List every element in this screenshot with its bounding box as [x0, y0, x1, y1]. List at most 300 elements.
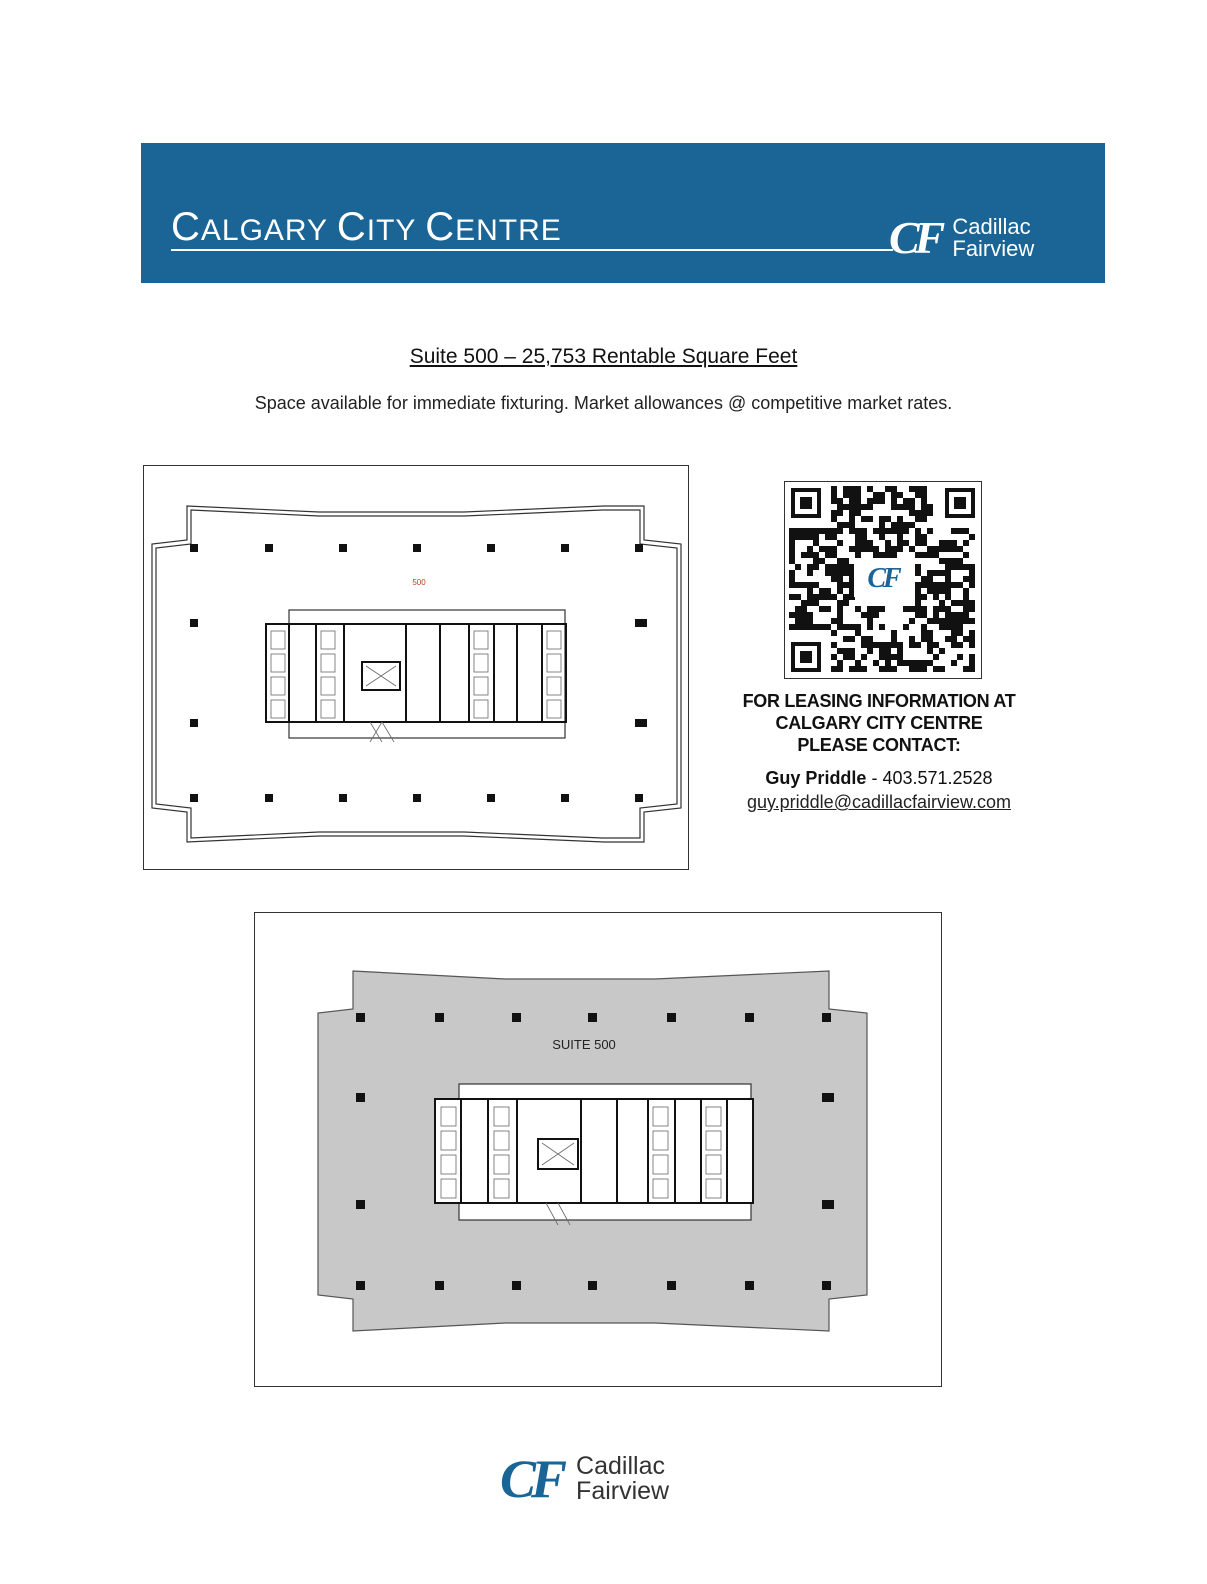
title-underline: [171, 249, 893, 251]
qr-module: [921, 636, 927, 642]
qr-module: [831, 654, 837, 660]
qr-module: [849, 522, 855, 528]
qr-module: [921, 492, 927, 498]
qr-module: [855, 492, 861, 498]
qr-module: [885, 642, 891, 648]
qr-module: [945, 558, 951, 564]
qr-module: [891, 654, 897, 660]
qr-module: [945, 570, 951, 576]
qr-module: [831, 576, 837, 582]
qr-module: [855, 540, 861, 546]
qr-module: [825, 564, 831, 570]
qr-module: [825, 546, 831, 552]
qr-module: [885, 666, 891, 672]
qr-module: [855, 624, 861, 630]
qr-module: [957, 558, 963, 564]
qr-module: [789, 594, 795, 600]
qr-module: [795, 564, 801, 570]
qr-module: [915, 492, 921, 498]
qr-module: [963, 600, 969, 606]
qr-module: [789, 540, 795, 546]
qr-module: [873, 498, 879, 504]
qr-module: [921, 498, 927, 504]
qr-module: [807, 594, 813, 600]
qr-module: [813, 600, 819, 606]
qr-module: [909, 666, 915, 672]
qr-module: [969, 666, 975, 672]
qr-module: [891, 504, 897, 510]
qr-module: [789, 552, 795, 558]
qr-module: [837, 564, 843, 570]
contact-email-link[interactable]: guy.priddle@cadillacfairview.com: [746, 792, 1012, 812]
qr-module: [879, 522, 885, 528]
qr-module: [903, 498, 909, 504]
qr-module: [861, 642, 867, 648]
qr-module: [885, 528, 891, 534]
qr-module: [873, 552, 879, 558]
qr-module: [831, 666, 837, 672]
qr-module: [849, 666, 855, 672]
qr-module: [939, 582, 945, 588]
qr-module: [837, 570, 843, 576]
qr-module: [795, 606, 801, 612]
qr-module: [831, 510, 837, 516]
qr-module: [849, 492, 855, 498]
qr-module: [873, 492, 879, 498]
qr-module: [915, 594, 921, 600]
qr-module: [879, 552, 885, 558]
qr-module: [963, 612, 969, 618]
qr-module: [831, 528, 837, 534]
qr-module: [927, 552, 933, 558]
qr-module: [795, 534, 801, 540]
qr-module: [897, 492, 903, 498]
qr-module: [825, 606, 831, 612]
qr-module: [795, 528, 801, 534]
qr-module: [843, 522, 849, 528]
qr-module: [849, 648, 855, 654]
qr-module: [831, 594, 837, 600]
qr-module: [885, 552, 891, 558]
qr-module: [801, 552, 807, 558]
qr-module: [939, 606, 945, 612]
qr-module: [915, 642, 921, 648]
qr-module: [819, 528, 825, 534]
qr-module: [837, 624, 843, 630]
qr-module: [867, 516, 873, 522]
logo-wordmark: [952, 213, 1035, 261]
qr-module: [969, 642, 975, 648]
qr-module: [813, 594, 819, 600]
footer-logo-wordmark: [576, 1454, 669, 1504]
qr-module: [927, 618, 933, 624]
qr-module: [921, 660, 927, 666]
core: [266, 624, 566, 722]
qr-module: [885, 654, 891, 660]
qr-module: [849, 486, 855, 492]
qr-module: [921, 504, 927, 510]
qr-module: [831, 492, 837, 498]
qr-module: [789, 558, 795, 564]
logo-word-1: Cadillac: [952, 213, 1031, 239]
logo-word-2: Fairview: [952, 235, 1035, 261]
qr-module: [909, 642, 915, 648]
qr-module: [807, 546, 813, 552]
qr-module: [837, 558, 843, 564]
qr-module: [801, 612, 807, 618]
qr-module: [843, 636, 849, 642]
qr-module: [921, 576, 927, 582]
qr-module: [801, 582, 807, 588]
qr-module: [903, 624, 909, 630]
qr-module: [891, 528, 897, 534]
qr-module: [909, 636, 915, 642]
qr-module: [915, 606, 921, 612]
qr-module: [837, 648, 843, 654]
qr-module: [867, 612, 873, 618]
qr-module: [789, 582, 795, 588]
qr-module: [963, 528, 969, 534]
qr-module: [795, 594, 801, 600]
qr-module: [861, 612, 867, 618]
qr-module: [927, 642, 933, 648]
qr-module: [957, 618, 963, 624]
qr-module: [933, 606, 939, 612]
suite-label: 500: [412, 578, 426, 587]
qr-module: [849, 546, 855, 552]
qr-module: [885, 648, 891, 654]
qr-module: [939, 570, 945, 576]
qr-module: [849, 516, 855, 522]
qr-module: [867, 540, 873, 546]
suite-description: Space available for immediate fixturing. Market allowances @ competitive market rates.: [254, 393, 953, 413]
qr-module: [867, 618, 873, 624]
qr-module: [825, 552, 831, 558]
qr-module: [843, 594, 849, 600]
qr-module: [891, 498, 897, 504]
qr-module: [807, 600, 813, 606]
qr-module: [831, 486, 837, 492]
qr-module: [945, 576, 951, 582]
qr-module: [927, 660, 933, 666]
qr-module: [927, 630, 933, 636]
qr-module: [807, 612, 813, 618]
qr-module: [963, 618, 969, 624]
footer-logo-word-1: Cadillac: [576, 1452, 665, 1480]
qr-module: [825, 570, 831, 576]
qr-module: [807, 588, 813, 594]
qr-module: [819, 588, 825, 594]
qr-module: [957, 654, 963, 660]
qr-module: [921, 582, 927, 588]
qr-module: [939, 666, 945, 672]
qr-module: [867, 504, 873, 510]
qr-module: [801, 618, 807, 624]
title-part: ALGARY: [200, 214, 337, 247]
qr-module: [957, 528, 963, 534]
qr-module: [927, 648, 933, 654]
qr-module: [903, 504, 909, 510]
qr-module: [843, 486, 849, 492]
qr-module: [849, 528, 855, 534]
qr-module: [957, 600, 963, 606]
qr-module: [879, 648, 885, 654]
qr-module: [867, 642, 873, 648]
qr-module: [879, 492, 885, 498]
qr-module: [963, 564, 969, 570]
qr-module: [921, 606, 927, 612]
qr-module: [861, 540, 867, 546]
qr-module: [951, 582, 957, 588]
qr-module: [963, 636, 969, 642]
footer-cf-logo-mark: CF: [500, 1449, 563, 1509]
qr-module: [921, 510, 927, 516]
qr-module: [951, 630, 957, 636]
qr-module: [909, 618, 915, 624]
qr-module: [963, 552, 969, 558]
qr-module: [855, 534, 861, 540]
qr-module: [945, 606, 951, 612]
qr-module: [879, 666, 885, 672]
qr-module: [813, 624, 819, 630]
qr-module: [861, 504, 867, 510]
qr-module: [789, 612, 795, 618]
qr-module: [867, 624, 873, 630]
qr-module: [885, 516, 891, 522]
qr-module: [843, 582, 849, 588]
qr-module: [933, 654, 939, 660]
footer-logo-word-2: Fairview: [576, 1477, 670, 1505]
qr-module: [807, 570, 813, 576]
qr-module: [969, 576, 975, 582]
qr-module: [855, 498, 861, 504]
qr-module: [951, 558, 957, 564]
floor-plan-outline: [143, 465, 689, 870]
qr-module: [951, 624, 957, 630]
qr-module: [939, 546, 945, 552]
qr-module: [945, 624, 951, 630]
qr-module: [861, 546, 867, 552]
qr-module: [957, 642, 963, 648]
qr-module: [831, 546, 837, 552]
qr-module: [867, 648, 873, 654]
qr-module: [939, 540, 945, 546]
qr-module: [855, 486, 861, 492]
qr-module: [921, 516, 927, 522]
qr-module: [951, 612, 957, 618]
title-initial: C: [171, 205, 201, 249]
qr-module: [927, 636, 933, 642]
qr-module: [957, 624, 963, 630]
qr-module: [807, 552, 813, 558]
qr-module: [891, 552, 897, 558]
qr-module: [843, 492, 849, 498]
qr-module: [969, 534, 975, 540]
qr-module: [831, 534, 837, 540]
qr-module: [879, 654, 885, 660]
qr-module: [867, 606, 873, 612]
qr-module: [843, 504, 849, 510]
qr-module: [915, 564, 921, 570]
qr-module: [789, 528, 795, 534]
qr-module: [831, 552, 837, 558]
qr-module: [927, 504, 933, 510]
qr-module: [837, 612, 843, 618]
qr-module: [879, 528, 885, 534]
qr-module: [885, 540, 891, 546]
qr-code[interactable]: [784, 481, 982, 679]
qr-module: [795, 582, 801, 588]
qr-module: [831, 618, 837, 624]
qr-module: [945, 540, 951, 546]
contact-phone[interactable]: 403.571.2528: [882, 768, 993, 788]
qr-module: [897, 540, 903, 546]
qr-module: [831, 570, 837, 576]
qr-module: [825, 594, 831, 600]
qr-module: [873, 612, 879, 618]
qr-module: [927, 546, 933, 552]
qr-module: [855, 528, 861, 534]
qr-module: [915, 612, 921, 618]
qr-module: [951, 600, 957, 606]
header-banner: [141, 143, 1105, 283]
qr-module: [897, 504, 903, 510]
qr-module: [903, 660, 909, 666]
qr-module: [891, 666, 897, 672]
qr-module: [969, 606, 975, 612]
qr-module: [813, 540, 819, 546]
qr-module: [915, 552, 921, 558]
qr-module: [789, 624, 795, 630]
qr-module: [927, 510, 933, 516]
qr-module: [873, 546, 879, 552]
qr-module: [837, 600, 843, 606]
qr-module: [921, 612, 927, 618]
qr-module: [933, 618, 939, 624]
cf-logo-mark: CF: [889, 212, 941, 263]
qr-module: [879, 534, 885, 540]
suite-500-label: SUITE 500: [552, 1037, 616, 1052]
qr-module: [897, 642, 903, 648]
qr-module: [903, 522, 909, 528]
qr-module: [825, 534, 831, 540]
qr-module: [849, 504, 855, 510]
qr-module: [831, 630, 837, 636]
qr-module: [849, 498, 855, 504]
qr-module: [891, 642, 897, 648]
qr-module: [903, 528, 909, 534]
qr-module: [951, 660, 957, 666]
qr-module: [945, 612, 951, 618]
contact-heading-line-2: CALGARY CITY CENTRE: [775, 713, 983, 733]
qr-module: [957, 582, 963, 588]
qr-module: [915, 666, 921, 672]
qr-module: [969, 636, 975, 642]
qr-module: [963, 666, 969, 672]
qr-module: [855, 606, 861, 612]
qr-module: [909, 504, 915, 510]
qr-module: [951, 618, 957, 624]
qr-module: [861, 516, 867, 522]
qr-module: [795, 612, 801, 618]
qr-module: [837, 528, 843, 534]
qr-module: [855, 510, 861, 516]
qr-module: [951, 636, 957, 642]
qr-module: [933, 546, 939, 552]
qr-module: [855, 660, 861, 666]
qr-module: [843, 600, 849, 606]
qr-module: [819, 558, 825, 564]
qr-module: [897, 516, 903, 522]
qr-module: [897, 522, 903, 528]
qr-module: [927, 576, 933, 582]
qr-module: [849, 624, 855, 630]
qr-module: [849, 636, 855, 642]
qr-module: [879, 624, 885, 630]
qr-module: [873, 660, 879, 666]
qr-module: [843, 564, 849, 570]
qr-module: [891, 492, 897, 498]
qr-module: [855, 552, 861, 558]
qr-module: [843, 570, 849, 576]
qr-module: [921, 666, 927, 672]
qr-module: [813, 582, 819, 588]
qr-module: [939, 558, 945, 564]
qr-module: [879, 606, 885, 612]
qr-module: [903, 540, 909, 546]
qr-module: [819, 624, 825, 630]
qr-module: [945, 636, 951, 642]
qr-module: [843, 648, 849, 654]
qr-module: [843, 558, 849, 564]
qr-module: [933, 552, 939, 558]
qr-module: [921, 552, 927, 558]
qr-module: [969, 564, 975, 570]
contact-person: [720, 768, 1038, 789]
qr-module: [825, 528, 831, 534]
qr-module: [861, 666, 867, 672]
qr-module: [885, 660, 891, 666]
qr-module: [807, 564, 813, 570]
qr-module: [969, 618, 975, 624]
qr-module: [873, 606, 879, 612]
qr-module: [789, 546, 795, 552]
qr-module: [891, 636, 897, 642]
qr-module: [801, 528, 807, 534]
qr-module: [939, 618, 945, 624]
qr-module: [927, 570, 933, 576]
title-part: ENTRE: [455, 214, 562, 247]
title-initial: C: [336, 205, 367, 249]
qr-module: [837, 522, 843, 528]
qr-cf-logo: CF: [854, 561, 912, 597]
qr-module: [969, 630, 975, 636]
qr-module: [795, 624, 801, 630]
qr-module: [921, 486, 927, 492]
qr-module: [837, 588, 843, 594]
qr-module: [813, 558, 819, 564]
contact-separator: -: [866, 768, 883, 788]
qr-module: [849, 510, 855, 516]
contact-heading-line-3: PLEASE CONTACT:: [797, 735, 961, 755]
qr-module: [963, 588, 969, 594]
qr-module: [879, 498, 885, 504]
qr-module: [909, 498, 915, 504]
qr-module: [867, 546, 873, 552]
qr-module: [969, 600, 975, 606]
qr-module: [897, 648, 903, 654]
qr-module: [933, 594, 939, 600]
